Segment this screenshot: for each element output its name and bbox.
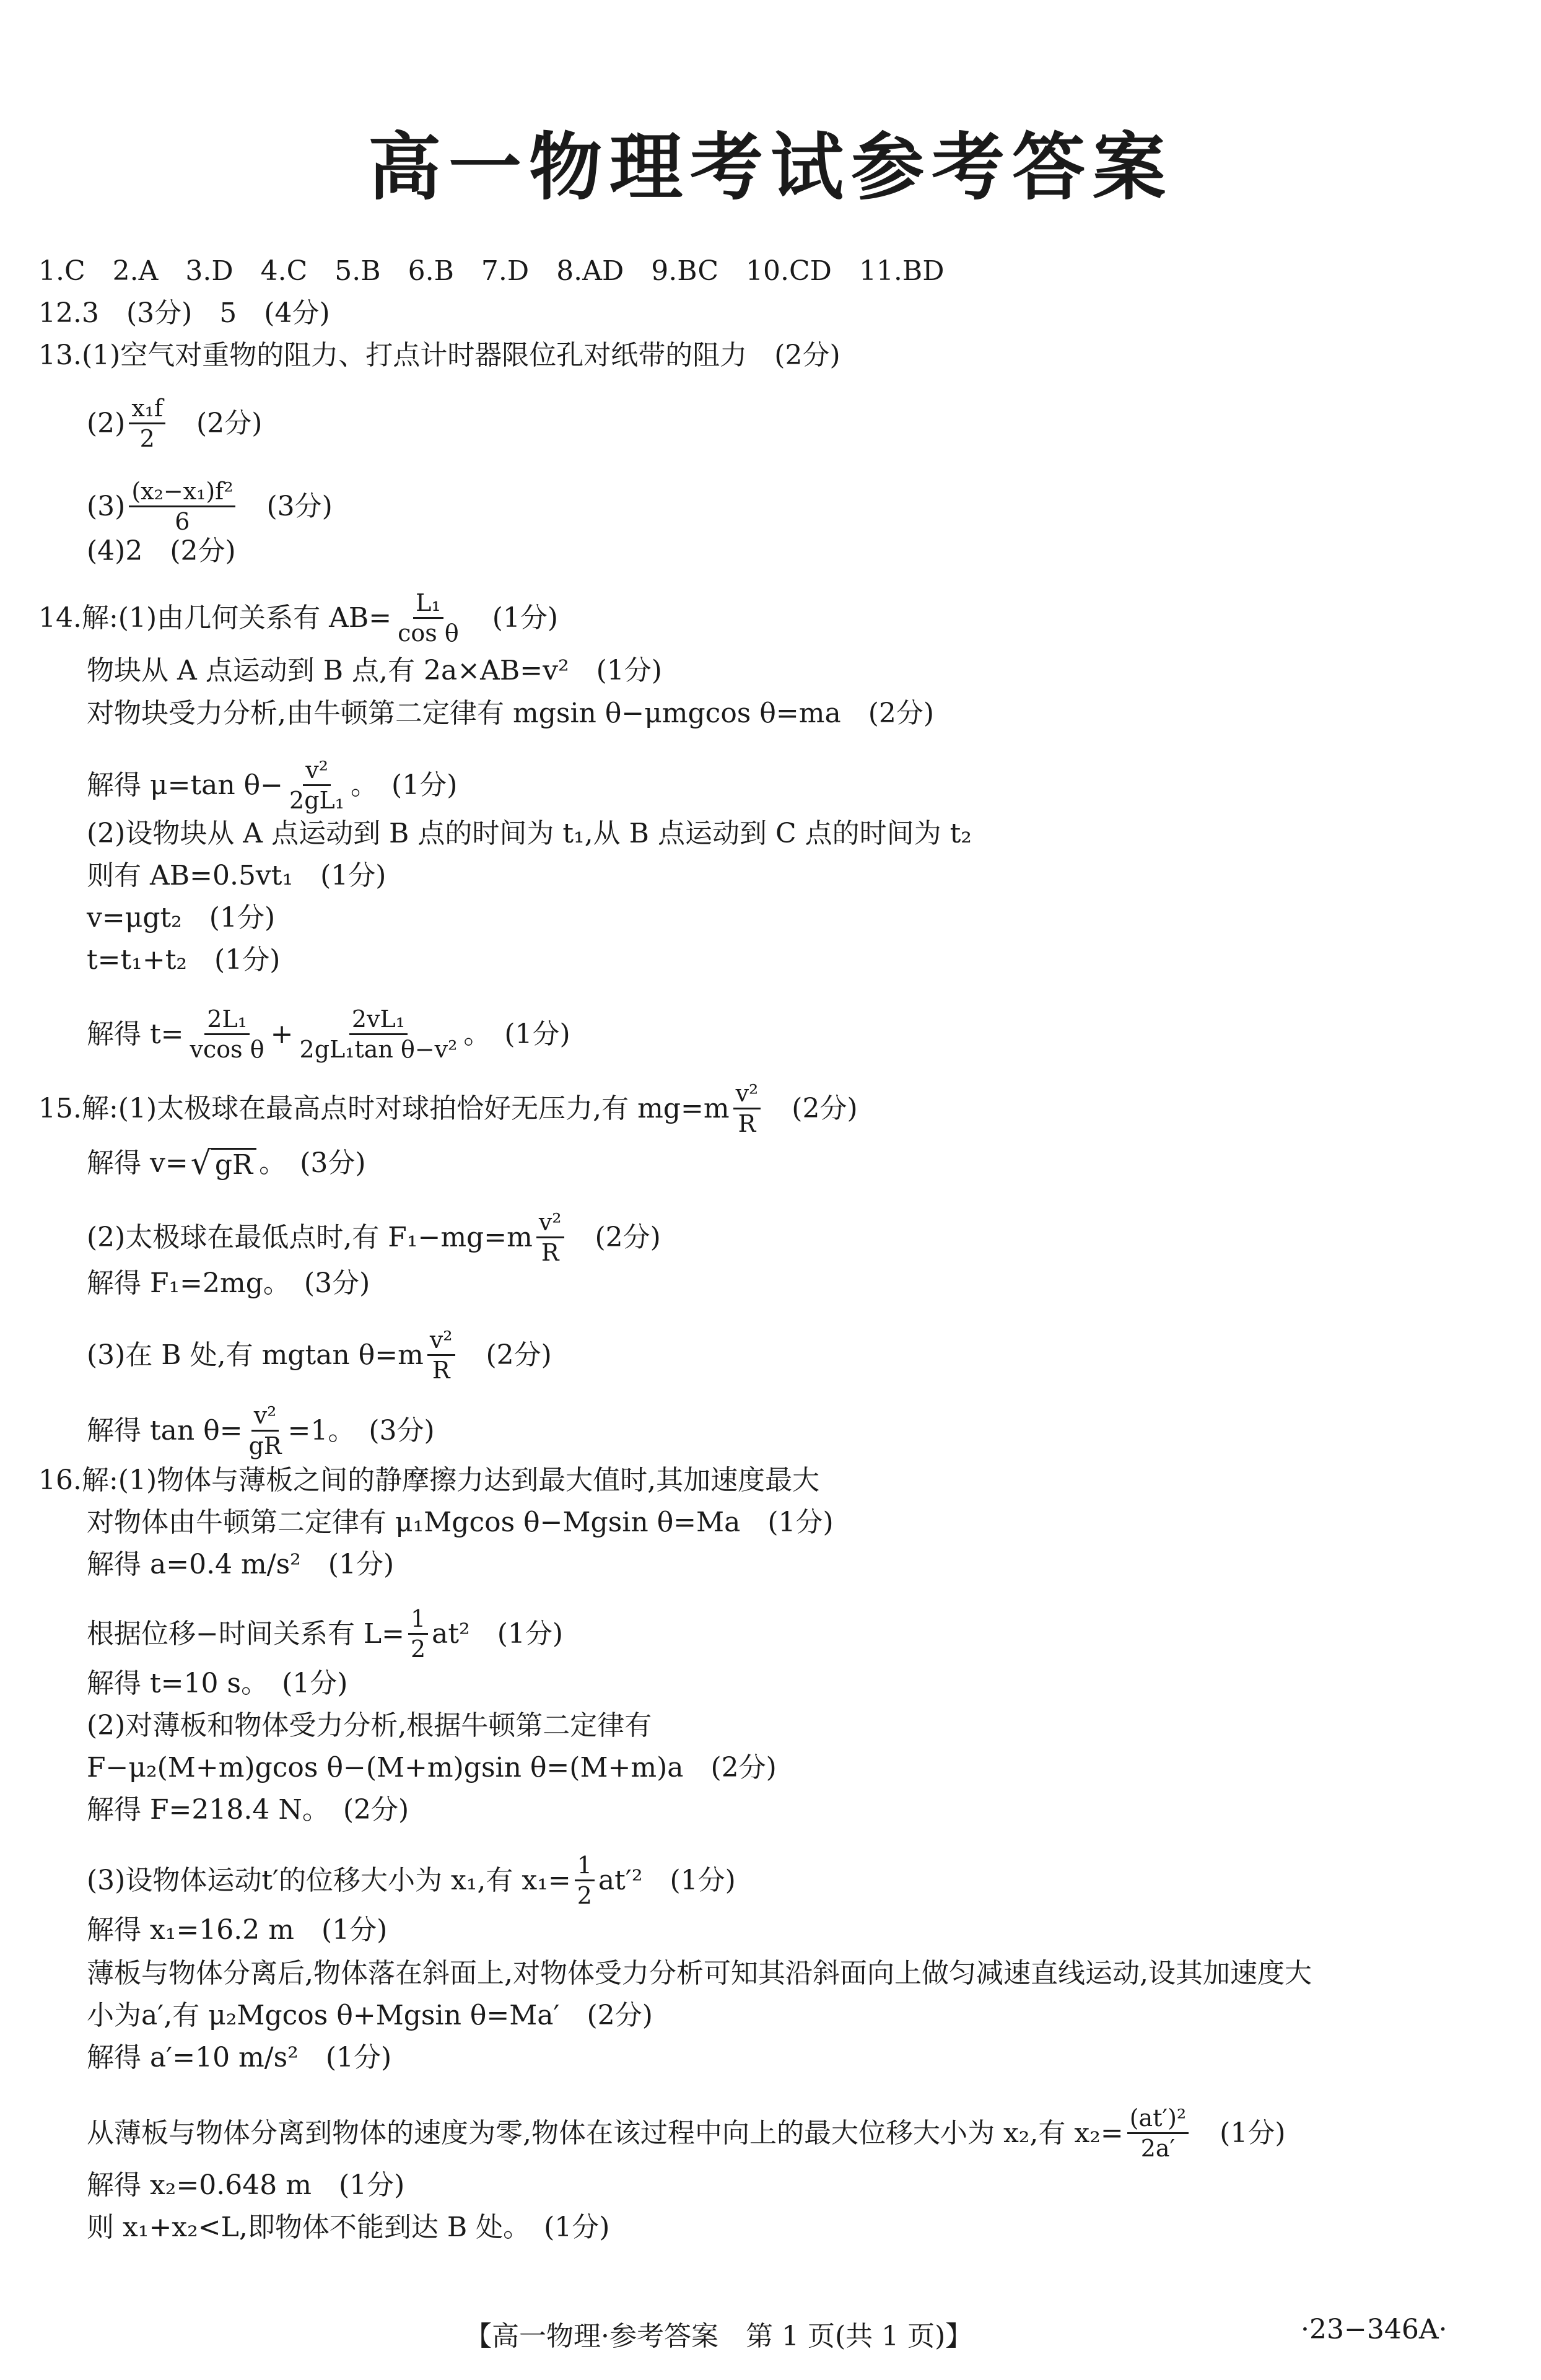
q15-line-2: 解得 v= √ gR 。 (3分) — [87, 1145, 366, 1182]
fraction: $\frac{\text{v²}}{R}$ — [536, 1208, 564, 1267]
q15-line-6: 解得 tan θ= $\frac{\text{v²}}{gR}$ =1。 (3分) — [87, 1402, 435, 1459]
q14-line-5: (2)设物块从 A 点运动到 B 点的时间为 t₁,从 B 点运动到 C 点的时间为 t₂ — [87, 818, 972, 849]
choice-answers: 1.C 2.A 3.D 4.C 5.B 6.B 7.D 8.AD 9.BC 10.CD 11.BD — [38, 255, 945, 287]
q16-line-4: 根据位移−时间关系有 L= $\frac{1}{2}$ at² (1分) — [87, 1605, 564, 1663]
q13-line-1: 13.(1)空气对重物的阻力、打点计时器限位孔对纸带的阻力 (2分) — [38, 339, 840, 371]
q16-line-3: 解得 a=0.4 m/s² (1分) — [87, 1549, 395, 1580]
q15-line-3: (2)太极球在最低点时,有 F₁−mg=m $\frac{\text{v²}}{R}$ (2分) — [87, 1209, 661, 1266]
fraction: $\frac{\text{v²}}{gR}$ — [248, 1402, 282, 1459]
q14-line-4: 解得 μ=tan θ− $\frac{\text{v²}}{\text{2gL₁}}$ 。 (1分) — [87, 756, 458, 814]
q16-line-10: 解得 x₁=16.2 m (1分) — [87, 1914, 388, 1946]
q14-line-1: 14.解:(1)由几何关系有 AB= $\frac{\text{L₁}}{\text{cos θ}}$ (1分) — [38, 589, 559, 647]
q16-line-7: F−μ₂(M+m)gcos θ−(M+m)gsin θ=(M+m)a (2分) — [87, 1752, 777, 1783]
footer-page-info: 【高一物理·参考答案 第 1 页(共 1 页)】 — [465, 2321, 973, 2352]
fraction: $\frac{\text{L₁}}{\text{cos θ}}$ — [398, 589, 459, 647]
q14-line-2: 物块从 A 点运动到 B 点,有 2a×AB=v² (1分) — [87, 655, 662, 686]
fraction: $\frac{\text{x₁f}}{2}$ — [129, 394, 165, 453]
q16-line-9: (3)设物体运动t′的位移大小为 x₁,有 x₁= $\frac{1}{2}$ at′² (1分) — [87, 1852, 736, 1909]
q14-line-8: t=t₁+t₂ (1分) — [87, 944, 281, 976]
square-root: √ gR — [191, 1146, 256, 1181]
fraction: $\frac{\text{v²}}{\text{2gL₁}}$ — [289, 756, 345, 814]
q14-line-3: 对物块受力分析,由牛顿第二定律有 mgsin θ−μmgcos θ=ma (2分) — [87, 698, 935, 729]
q16-line-16: 则 x₁+x₂<L,即物体不能到达 B 处。 (1分) — [87, 2212, 610, 2243]
fraction: $\frac{\text{v²}}{R}$ — [733, 1079, 761, 1138]
q15-line-1: 15.解:(1)太极球在最高点时对球拍恰好无压力,有 mg=m $\frac{\text{v²}}{R}$ (2分) — [38, 1080, 858, 1137]
footer-code: ·23−346A· — [1301, 2314, 1447, 2345]
q12-answer: 12.3 (3分) 5 (4分) — [38, 297, 330, 329]
q16-line-6: (2)对薄板和物体受力分析,根据牛顿第二定律有 — [87, 1710, 652, 1741]
page-title: 高一物理考试参考答案 — [367, 125, 1173, 210]
fraction: $\frac{1}{2}$ — [408, 1604, 428, 1663]
q15-line-4: 解得 F₁=2mg。 (3分) — [87, 1267, 370, 1299]
q16-line-5: 解得 t=10 s。 (1分) — [87, 1668, 348, 1699]
q13-line-3: (3) $\frac{\text{(x₂−x₁)f²}}{6}$ (3分) — [87, 478, 333, 535]
q16-line-15: 解得 x₂=0.648 m (1分) — [87, 2169, 405, 2201]
q15-line-5: (3)在 B 处,有 mgtan θ=m $\frac{\text{v²}}{R}$ (2分) — [87, 1326, 552, 1384]
q13-line-2: (2) $\frac{\text{x₁f}}{2}$ (2分) — [87, 395, 263, 452]
q16-line-1: 16.解:(1)物体与薄板之间的静摩擦力达到最大值时,其加速度最大 — [38, 1464, 820, 1496]
fraction: $\frac{\text{2vL₁}}{\text{2gL₁tan θ−v²}}$ — [299, 1005, 458, 1063]
fraction: $\frac{\text{(at′)²}}{2a'}$ — [1127, 2104, 1189, 2163]
q16-line-2: 对物体由牛顿第二定律有 μ₁Mgcos θ−Mgsin θ=Ma (1分) — [87, 1507, 834, 1538]
q13-line-4: (4)2 (2分) — [87, 535, 236, 567]
fraction: $\frac{\text{v²}}{R}$ — [427, 1326, 455, 1385]
q14-line-6: 则有 AB=0.5vt₁ (1分) — [87, 860, 386, 891]
q16-line-14: 从薄板与物体分离到物体的速度为零,物体在该过程中向上的最大位移大小为 x₂,有 x₂= $\frac{\text{(at′)²}}{2a'}$ (1分) — [87, 2104, 1286, 2162]
q16-line-8: 解得 F=218.4 N。 (2分) — [87, 1794, 409, 1826]
q16-line-11: 薄板与物体分离后,物体落在斜面上,对物体受力分析可知其沿斜面向上做匀减速直线运动,设其加速度大 — [87, 1958, 1312, 1989]
q16-line-13: 解得 a′=10 m/s² (1分) — [87, 2042, 392, 2073]
fraction: $\frac{\text{2L₁}}{\text{vcos θ}}$ — [190, 1005, 264, 1063]
fraction: $\frac{\text{(x₂−x₁)f²}}{6}$ — [129, 477, 235, 536]
q14-line-9: 解得 t= $\frac{\text{2L₁}}{\text{vcos θ}}$ + $\frac{\text{2vL₁}}{\text{2gL₁tan θ−v²}}$ 。 (1分) — [87, 1005, 570, 1063]
q16-line-12: 小为a′,有 μ₂Mgcos θ+Mgsin θ=Ma′ (2分) — [87, 2000, 653, 2031]
fraction: $\frac{1}{2}$ — [575, 1851, 595, 1910]
q14-line-7: v=μgt₂ (1分) — [87, 902, 276, 934]
